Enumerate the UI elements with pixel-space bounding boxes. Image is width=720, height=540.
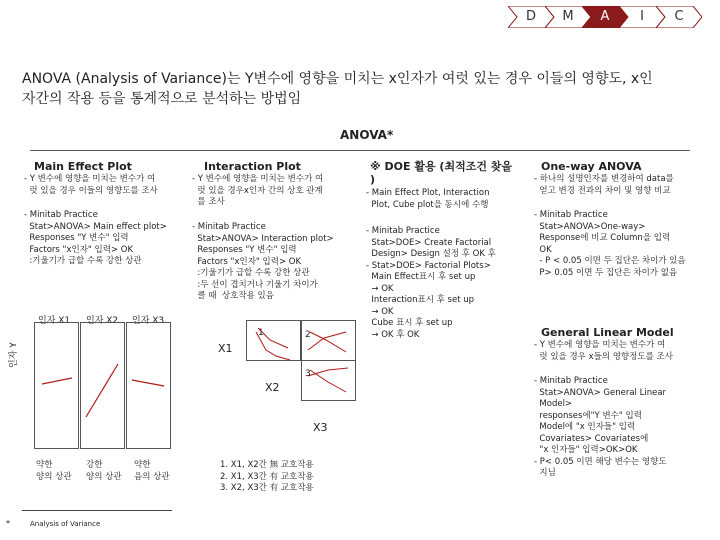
main-effect-desc: - Y 변수에 영향을 미치는 변수가 여 럿 있을 경우 이들의 영향도를 조사: [24, 174, 158, 196]
section-title: ANOVA*: [340, 128, 394, 142]
footnote-divider: [22, 510, 172, 511]
trend-line-x2: [86, 364, 118, 417]
cell-1-2: [302, 321, 356, 361]
matrix-num-1: 1: [258, 328, 264, 338]
tab-c-label: C: [674, 9, 684, 24]
interaction-notes: 1. X1, X2간 無 교호작용 2. X1, X3간 有 교호작용 3. X2, X3간 有 교호작용: [220, 460, 314, 493]
oneway-title: One-way ANOVA: [541, 160, 642, 173]
doe-desc: - Main Effect Plot, Interaction Plot, Cube plot을 동시에 수행: [366, 188, 490, 210]
footnote-marker: *: [6, 519, 10, 528]
main-effect-panels: [34, 322, 174, 450]
tab-c[interactable]: [656, 6, 702, 28]
intro-text: [22, 69, 653, 109]
factor-label-x1: 인자 X1: [38, 316, 71, 326]
tab-i-label: I: [640, 9, 644, 24]
intro-line-2: 자간의 작용 등을 통계적으로 분석하는 방법임: [22, 91, 302, 107]
y-axis-label: 인자 Y: [9, 342, 19, 368]
main-effect-practice: - Minitab Practice Stat>ANOVA> Main effect plot> Responses "Y 변수" 입력 Factors "x인자" 입력> OK :기울기가 급할 수록 강한 상관: [24, 210, 167, 266]
glm-desc: - Y 변수에 영향을 미치는 변수가 여 럿 있을 경우 x들의 영향정도를 조사: [534, 340, 673, 362]
doe-practice: - Minitab Practice Stat>DOE> Create Factorial Design> Design 설정 후 OK 후 - Stat>DOE> Factorial Plots> Main Effect표시 후 set up → OK Interaction표시 후 set up → OK Cube 표시 후 set up → OK 후 OK: [366, 226, 496, 340]
interaction-line-d: [310, 332, 346, 352]
strength-label-2: 강한 양의 상관: [86, 460, 122, 482]
matrix-num-3: 3: [305, 369, 311, 379]
cell-2-2: [302, 361, 356, 401]
matrix-num-2: 2: [305, 330, 311, 340]
matrix-label-x1: X1: [218, 342, 233, 355]
footnote-text: Analysis of Variance: [30, 520, 101, 528]
tab-m-label: M: [562, 9, 574, 24]
glm-practice: - Minitab Practice Stat>ANOVA> General Linear Model> responses에"Y 변수" 입력 Model에 "x 인자들" 입력 Covariates> Covariates에 "x 인자들" 입력>OK>OK - P< 0.05 이면 해당 변수는 영향도 지님: [534, 376, 667, 478]
strength-label-3: 약한 음의 상관: [134, 460, 170, 482]
panel-x1: [35, 323, 79, 449]
factor-label-x3: 인자 X3: [132, 316, 165, 326]
matrix-label-x3: X3: [313, 421, 328, 434]
interaction-desc: - Y 변수에 영향을 미치는 변수가 여 럿 있을 경우x인자 간의 상호 관계 를 조사: [192, 174, 324, 207]
glm-title: General Linear Model: [541, 326, 674, 339]
trend-line-x1: [42, 378, 72, 384]
main-effect-title: Main Effect Plot: [34, 160, 132, 173]
tab-d-label: D: [525, 9, 536, 24]
factor-label-x2: 인자 X2: [86, 316, 119, 326]
tab-a-label: A: [600, 9, 610, 24]
section-divider: [30, 150, 690, 151]
interaction-line-e: [308, 368, 348, 376]
doe-title: ※ DOE 활용 (최적조건 찾을 ): [370, 160, 513, 186]
panel-x2: [81, 323, 125, 449]
oneway-desc: - 하나의 설명인자를 변경하여 data를 얻고 변경 전과의 차이 및 영향 비교: [534, 174, 674, 196]
intro-line-1: ANOVA (Analysis of Variance)는 Y변수에 영향을 미치는 x인자가 여럿 있는 경우 이들의 영향도, x인: [22, 71, 653, 87]
interaction-practice: - Minitab Practice Stat>ANOVA> Interaction plot> Responses "Y 변수" 입력 Factors "x인자" 입력> OK :기울기가 급할 수록 강한 상관 :두 선이 겹치거나 기울기 차이가 클 때 상호작용 있음: [192, 222, 334, 301]
strength-label-1: 약한 양의 상관: [36, 460, 72, 482]
interaction-matrix: [246, 320, 358, 442]
dmaic-tabs: [508, 6, 693, 28]
matrix-label-x2: X2: [265, 381, 280, 394]
interaction-title: Interaction Plot: [204, 160, 301, 173]
interaction-line-f: [310, 370, 346, 392]
trend-line-x3: [132, 380, 164, 386]
oneway-practice: - Minitab Practice Stat>ANOVA>One-way> Response에 비교 Column을 입력 OK - P < 0.05 이면 두 집단은 차이가 있음 P> 0.05 이면 두 집단은 차이가 없음: [534, 210, 686, 278]
